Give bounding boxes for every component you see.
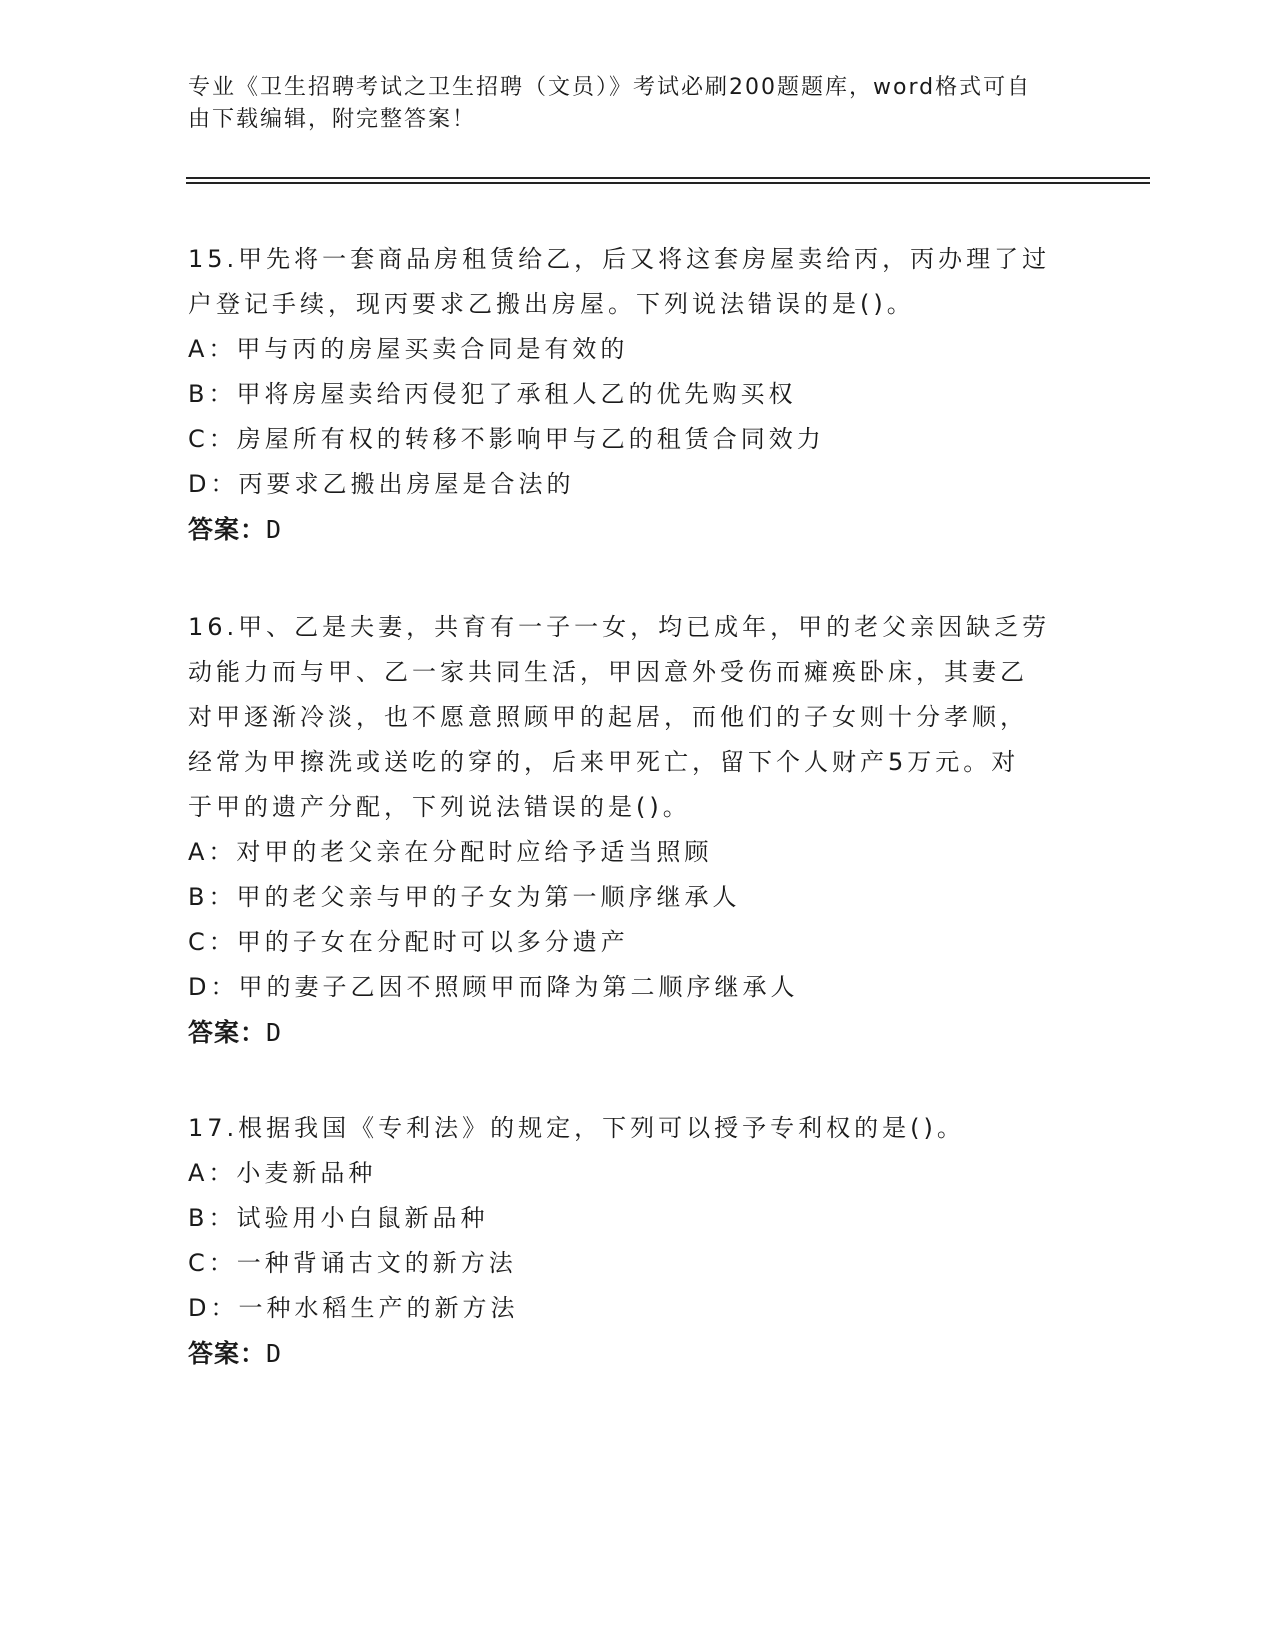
answer-value: D <box>266 1339 283 1368</box>
document-header <box>188 72 1068 136</box>
option-d: D：一种水稻生产的新方法 <box>188 1294 519 1322</box>
answer-line <box>188 1331 1068 1376</box>
option-d: D：甲的妻子乙因不照顾甲而降为第二顺序继承人 <box>188 973 799 1001</box>
question-stem-line: 对甲逐渐冷淡，也不愿意照顾甲的起居，而他们的子女则十分孝顺， <box>188 703 1028 731</box>
question-stem-line: 17.根据我国《专利法》的规定，下列可以授予专利权的是()。 <box>188 1114 965 1142</box>
option-b: B：试验用小白鼠新品种 <box>188 1204 489 1232</box>
option-c: C：甲的子女在分配时可以多分遗产 <box>188 928 629 956</box>
question-stem-line: 户登记手续，现丙要求乙搬出房屋。下列说法错误的是()。 <box>188 290 915 318</box>
question-15 <box>188 237 1068 552</box>
question-stem-line: 动能力而与甲、乙一家共同生活，甲因意外受伤而瘫痪卧床，其妻乙 <box>188 658 1028 686</box>
option-a: A：小麦新品种 <box>188 1159 377 1187</box>
option-a: A：甲与丙的房屋买卖合同是有效的 <box>188 335 629 363</box>
answer-label: 答案： <box>188 515 267 544</box>
question-17 <box>188 1106 1068 1376</box>
answer-value: D <box>266 515 283 544</box>
question-stem-line: 15.甲先将一套商品房租赁给乙，后又将这套房屋卖给丙，丙办理了过 <box>188 245 1051 273</box>
header-line-1: 专业《卫生招聘考试之卫生招聘（文员）》考试必刷200题题库，word格式可自 <box>188 75 1032 100</box>
answer-line <box>188 507 1068 552</box>
header-rule-top <box>186 177 1150 179</box>
option-c: C：房屋所有权的转移不影响甲与乙的租赁合同效力 <box>188 425 825 453</box>
option-d: D：丙要求乙搬出房屋是合法的 <box>188 470 575 498</box>
option-c: C：一种背诵古文的新方法 <box>188 1249 517 1277</box>
answer-label: 答案： <box>188 1339 267 1368</box>
question-stem-line: 于甲的遗产分配，下列说法错误的是()。 <box>188 793 691 821</box>
answer-label: 答案： <box>188 1018 267 1047</box>
option-b: B：甲将房屋卖给丙侵犯了承租人乙的优先购买权 <box>188 380 797 408</box>
header-line-2: 由下载编辑，附完整答案！ <box>188 107 477 132</box>
answer-value: D <box>266 1018 283 1047</box>
option-a: A：对甲的老父亲在分配时应给予适当照顾 <box>188 838 713 866</box>
question-stem-line: 16.甲、乙是夫妻，共育有一子一女，均已成年，甲的老父亲因缺乏劳 <box>188 613 1051 641</box>
question-16 <box>188 605 1068 1055</box>
header-rule-bottom <box>186 182 1150 184</box>
option-b: B：甲的老父亲与甲的子女为第一顺序继承人 <box>188 883 741 911</box>
answer-line <box>188 1010 1068 1055</box>
question-stem-line: 经常为甲擦洗或送吃的穿的，后来甲死亡，留下个人财产5万元。对 <box>188 748 1020 776</box>
